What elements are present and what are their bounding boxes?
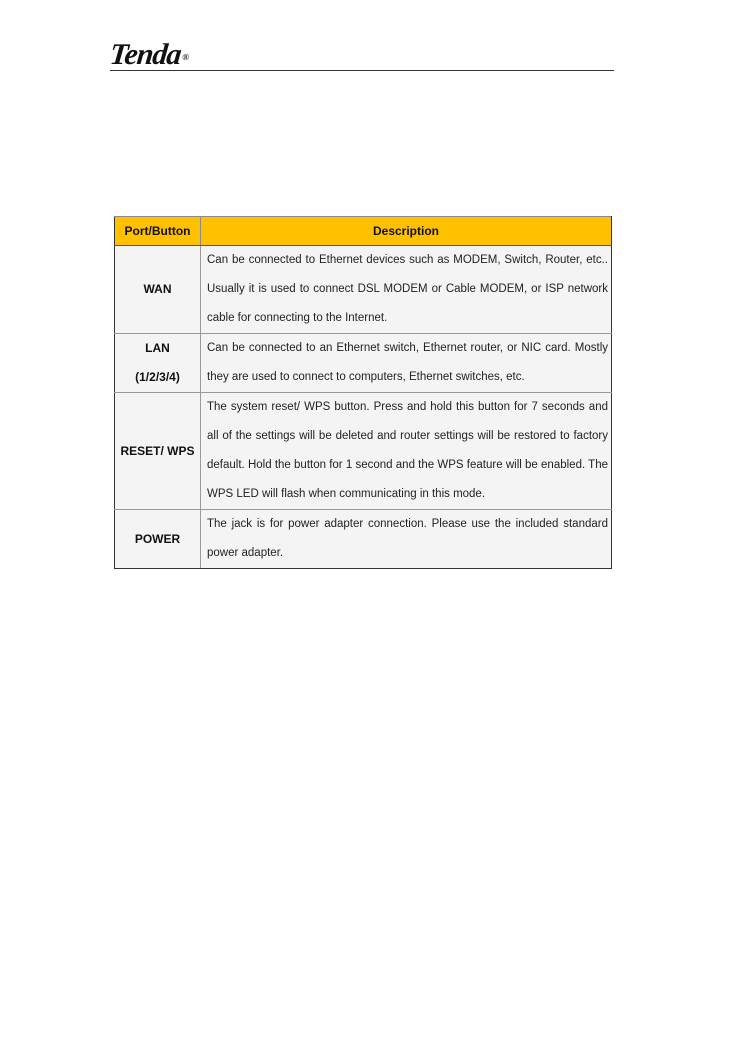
column-header-port: Port/Button bbox=[115, 217, 201, 246]
logo-text: Tenda bbox=[108, 38, 183, 71]
page-header bbox=[110, 40, 614, 72]
tenda-logo bbox=[108, 40, 189, 70]
registered-mark: ® bbox=[181, 52, 189, 62]
port-cell bbox=[115, 393, 201, 510]
port-label: LAN bbox=[145, 341, 170, 355]
port-label: WAN bbox=[143, 282, 172, 296]
description-cell: The system reset/ WPS button. Press and hold this button for 7 seconds and all of the settings will be deleted and router settings will be restored to factory default. Hold the button for 1 second and the WPS feature will be enabled. The WPS LED will flash when communicating in this mode. bbox=[201, 393, 612, 510]
port-label-sub: (1/2/3/4) bbox=[135, 370, 180, 384]
port-label: RESET/ WPS bbox=[120, 443, 195, 458]
table-header-row bbox=[115, 217, 612, 246]
description-cell: Can be connected to an Ethernet switch, Ethernet router, or NIC card. Mostly they are used to connect to computers, Ethernet switches, etc. bbox=[201, 334, 612, 393]
table-row-lan bbox=[115, 334, 612, 393]
table-row-wan bbox=[115, 246, 612, 334]
port-button-table bbox=[114, 216, 612, 569]
table-row-power bbox=[115, 510, 612, 569]
description-cell: Can be connected to Ethernet devices such as MODEM, Switch, Router, etc.. Usually it is used to connect DSL MODEM or Cable MODEM, or ISP network cable for connecting to the Internet. bbox=[201, 246, 612, 334]
description-cell: The jack is for power adapter connection. Please use the included standard power adapter. bbox=[201, 510, 612, 569]
port-cell bbox=[115, 246, 201, 334]
column-header-description: Description bbox=[201, 217, 612, 246]
port-label: POWER bbox=[134, 531, 181, 546]
port-cell bbox=[115, 510, 201, 569]
table-row-reset-wps bbox=[115, 393, 612, 510]
port-cell bbox=[115, 334, 201, 393]
header-divider bbox=[110, 70, 614, 71]
